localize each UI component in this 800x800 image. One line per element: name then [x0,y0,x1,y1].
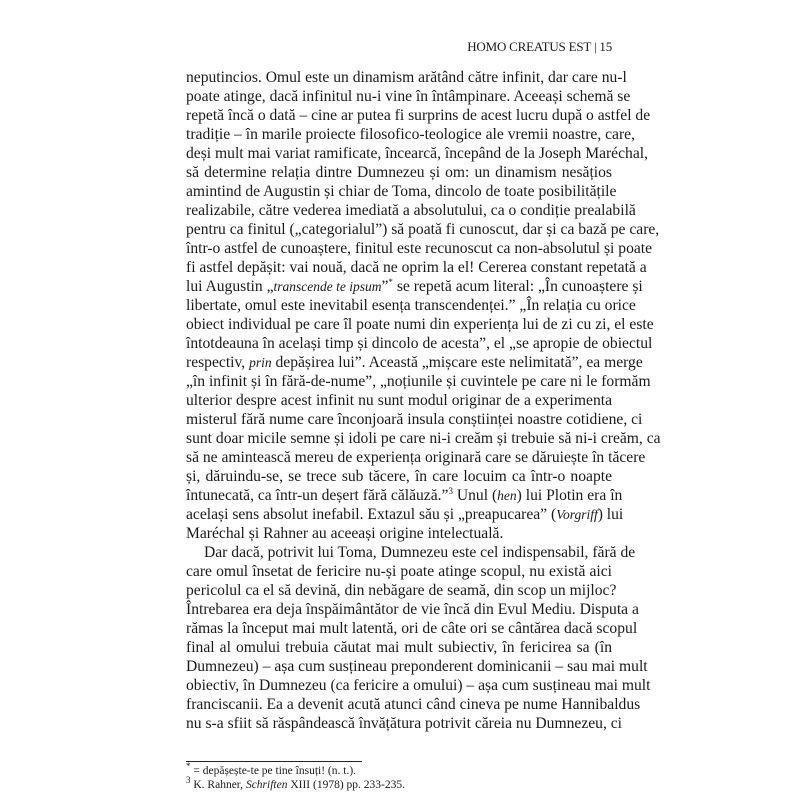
italic-text: transcende te ipsum [273,279,382,294]
text-line [186,201,636,220]
text-line [186,695,641,714]
text-segment: poate atinge, dacă infinitul nu-i vine în întâmpinare. Aceeași schemă se [186,88,631,105]
footnote-reference: * [388,276,393,287]
text-line [186,296,636,315]
text-segment: întotdeauna în același timp și dincolo de acesta”, el „se apropie de obiectul [186,335,653,352]
footnote-text: XIII (1978) pp. 233-235. [287,779,406,791]
footnote-text: K. Rahner, [190,779,246,791]
text-segment: pentru ca finitul („categorialul”) să poată fi cunoscut, dar și ca bază pe care, [186,221,660,238]
running-header: HOMO CREATUS EST | 15 [467,39,612,54]
text-segment: „în infinit și în fără-de-nume”, „noțiunile și cuvintele pe care ni le formăm [186,373,651,390]
text-line [186,334,653,353]
text-segment: realizabile, către vederea imediată a absolutului, ca o condiție prealabilă [186,202,636,219]
footnote-3 [186,775,406,791]
text-segment: neputincios. Omul este un dinamism arătând către infinit, dar care nu-l [186,69,627,86]
text-segment: nu s-a sfiit să răspândească învățătura potrivit căreia nu Dumnezeu, ci [186,715,623,732]
text-segment: se repetă acum literal: „În cunoaștere și [392,278,643,295]
text-line [186,448,646,467]
text-segment: care omul însetat de fericire nu-și poate atinge scopul, nu există aici [186,563,612,580]
text-line [186,505,624,524]
body-text [186,68,661,733]
text-line [186,372,651,391]
italic-text: prin [249,355,272,370]
text-segment: ) lui [597,506,624,523]
footnote-text: = depășește-te pe tine însuți! (n. t.). [190,765,357,777]
text-segment: franciscanii. Ea a devenit acută atunci când cineva pe nume Hannibaldus [186,696,641,713]
text-line [186,125,635,144]
text-segment: Dumnezeu) – așa cum susțineau preponderent dominicanii – sau mai mult [186,658,648,675]
text-line [186,353,643,372]
text-line [186,543,636,562]
footnote-mark: * [186,761,191,772]
text-line [186,87,631,106]
text-segment: repetă încă o dată – cine ar putea fi surprins de acest lucru după o astfel de [186,107,651,124]
text-segment: Maréchal și Rahner au aceeași origine intelectuală. [186,525,504,542]
text-line [186,619,638,638]
text-segment: obiectiv, în Dumnezeu (ca fericire a omului) – așa cum susțineau mai mult [186,677,651,694]
text-segment: Întrebarea era deja înspăimântător de vie încă din Evul Mediu. Disputa a [186,601,639,618]
text-segment: ) lui Plotin era în [516,487,623,504]
text-line [186,676,651,695]
text-segment: fi astfel depășit: vai nouă, dacă ne oprim la el! Cererea constant repetată a [186,259,647,276]
text-line [186,391,612,410]
text-segment: să ne amintească mereu de experiența originară care se dăruiește în tăcere [186,449,646,466]
text-segment: tradiție – în marile proiecte filosofico-teologice ale vremii noastre, care, [186,126,635,143]
text-line [186,276,643,296]
text-segment: pericolul ca el să devină, din nebăgare de seamă, din scop un mijloc? [186,582,617,599]
italic-text: hen [497,488,517,503]
text-segment: lui Augustin „ [186,278,274,295]
text-line [186,106,651,125]
text-segment: într-o astfel de cunoaștere, finitul este recunoscut ca non-absolutul și poate [186,240,653,257]
text-line [186,485,623,505]
text-line [186,714,623,733]
text-segment: amintind de Augustin și chiar de Toma, dincolo de toate posibilitățile [186,183,617,200]
text-segment: libertate, omul este inevitabil esența transcendenței.” „În relația cu orice [186,297,636,314]
footnote-book-title: Schriften [245,779,288,791]
text-segment: Dar dacă, potrivit lui Toma, Dumnezeu este cel indispensabil, fără de [204,544,636,561]
text-line [186,315,654,334]
text-line [186,562,612,581]
footnote-asterisk [186,761,357,777]
footnote-reference: 3 [448,485,453,496]
text-line [186,524,612,543]
text-line [186,182,617,201]
text-segment: ulterior despre acest infinit nu sunt modul originar de a experimenta [186,392,612,409]
text-segment: rămas la început mai mult latentă, ori de câte ori se cântărea dacă scopul [186,620,638,637]
text-line [186,163,612,182]
text-line [186,410,643,429]
text-line [186,239,653,258]
text-line [186,258,647,277]
text-segment: ” [381,278,389,295]
text-segment: sunt doar micile semne și idoli pe care ni-i creăm și trebuie să ni-i creăm, ca [186,430,661,447]
text-line [186,144,648,163]
text-line [186,467,612,486]
text-segment: depășirea lui”. Această „mișcare este nelimitată”, ea merge [271,354,643,371]
text-segment: Unul ( [452,487,498,504]
text-segment: misterul fără nume care înconjoară insula conștiinței noastre cotidiene, ci [186,411,643,428]
text-line [186,68,627,87]
text-line [186,429,661,448]
footnote-mark: 3 [186,775,191,786]
text-line [186,657,648,676]
text-segment: același sens absolut inefabil. Extazul său și „preapucarea” ( [186,506,557,523]
text-segment: și, dăruindu-se, se trece sub tăcere, în care locuim ca într-o noapte [186,468,612,485]
text-line [186,581,617,600]
italic-text: Vorgriff [556,507,598,522]
text-line [186,638,612,657]
text-line [186,220,660,239]
text-segment: întunecată, ca într-un deșert fără călăuză.” [186,487,449,504]
footnote-divider [186,761,362,762]
text-segment: respectiv, [186,354,250,371]
text-segment: obiect individual pe care îl poate numi din experiența lui de zi cu zi, el este [186,316,654,333]
text-line [186,600,639,619]
text-segment: deși mult mai variat ramificate, încearcă, începând de la Joseph Maréchal, [186,145,648,162]
text-segment: să determine relația dintre Dumnezeu și om: un dinamism nesățios [186,164,612,181]
text-segment: final al omului trebuia căutat mai mult subiectiv, în fericirea sa (în [186,639,612,656]
